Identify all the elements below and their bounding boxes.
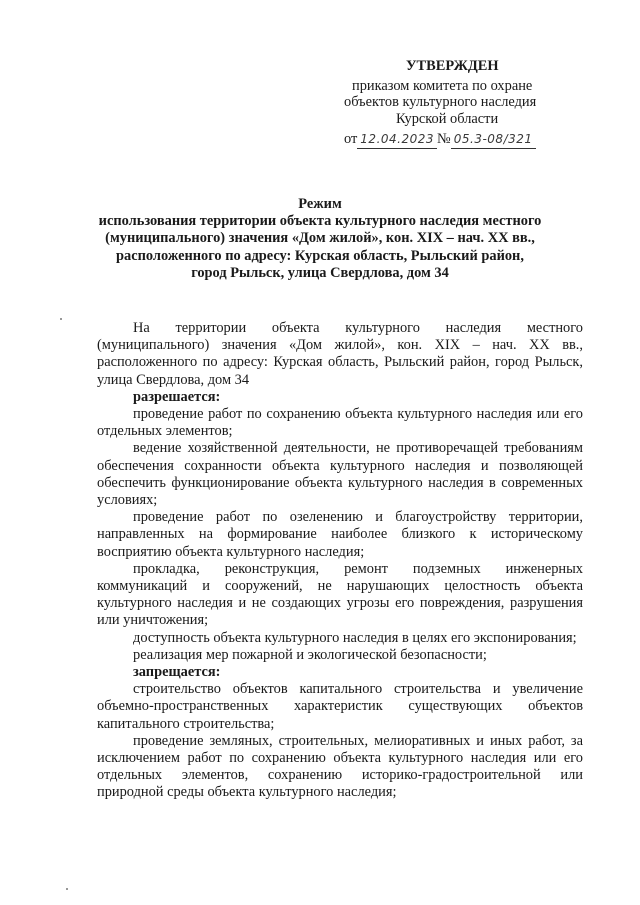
allowed-item: ведение хозяйственной деятельности, не противоречащей требованиям обеспечения сохранности объекта культурного наследия и позволяющей обеспечить функционирование объекта культурного наследия в современных условиях; <box>97 440 583 509</box>
approval-title: УТВЕРЖДЕН <box>406 58 499 74</box>
approval-line-2: объектов культурного наследия <box>344 94 537 110</box>
allowed-item: проведение работ по озеленению и благоустройству территории, направленных на формирование наиболее близкого к историческому восприятию объекта культурного наследия; <box>97 509 583 560</box>
document-body <box>97 320 583 802</box>
forbidden-heading: запрещается: <box>133 664 221 681</box>
title-line-3: (муниципального) значения «Дом жилой», кон. XIX – нач. XX вв., <box>105 230 535 247</box>
forbidden-item: строительство объектов капитального строительства и увеличение объемно-пространственных характеристик существующих объектов капитального строительства; <box>97 681 583 732</box>
handwritten-number: 05.3-08/321 <box>451 131 536 149</box>
title-line-2: использования территории объекта культурного наследия местного <box>98 213 542 230</box>
title-line-4: расположенного по адресу: Курская область, Рыльский район, <box>116 247 524 264</box>
allowed-item: проведение работ по сохранению объекта культурного наследия или его отдельных элементов; <box>97 406 583 440</box>
forbidden-item: проведение земляных, строительных, мелиоративных и иных работ, за исключением работ по сохранению объекта культурного наследия или его отдельных элементов, сохранению историко-градостроительной или природной среды объекта культурного наследия; <box>97 732 583 801</box>
approval-line-1: приказом комитета по охране <box>352 78 533 94</box>
handwritten-date: 12.04.2023 <box>357 131 437 149</box>
title-line-5: город Рыльск, улица Свердлова, дом 34 <box>191 264 449 281</box>
allowed-item: прокладка, реконструкция, ремонт подземных инженерных коммуникаций и сооружений, не нарушающих целостность объекта культурного наследия и не создающих угрозы его повреждения, разрушения или уничтожения; <box>97 560 583 629</box>
allowed-item: реализация мер пожарной и экологической безопасности; <box>133 646 487 663</box>
intro-paragraph: На территории объекта культурного наследия местного (муниципального) значения «Дом жилой», кон. XIX – нач. XX вв., расположенного по адресу: Курская область, Рыльский район, город Рыльск, улица Свердлова, дом 34 <box>97 320 583 388</box>
number-prefix: № <box>437 131 451 147</box>
scan-speck <box>66 888 68 890</box>
allowed-heading: разрешается: <box>133 388 221 405</box>
scan-speck <box>60 318 62 320</box>
document-title <box>60 196 580 282</box>
date-prefix: от <box>344 131 358 147</box>
approval-date-number-line <box>344 131 536 149</box>
allowed-item: доступность объекта культурного наследия в целях его экспонирования; <box>133 629 577 646</box>
title-line-1: Режим <box>298 196 342 212</box>
approval-line-3: Курской области <box>396 111 499 127</box>
